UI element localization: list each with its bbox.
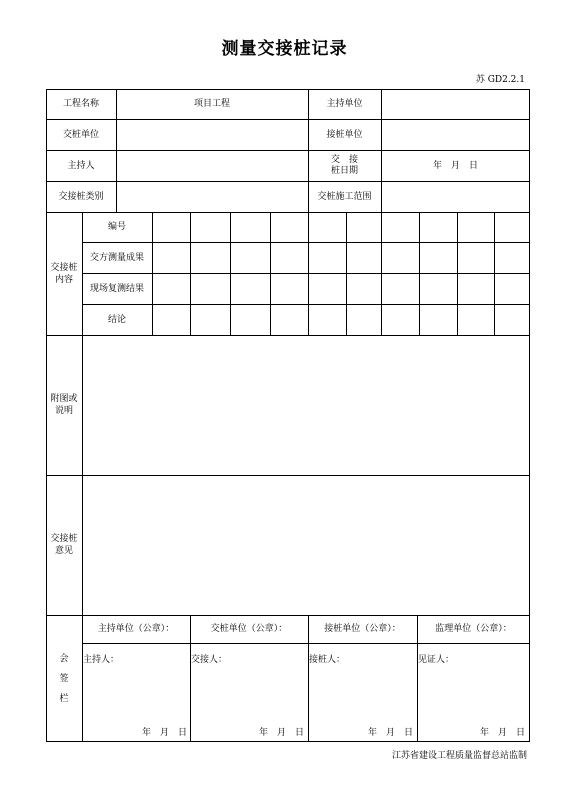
host-person-sign-label: 主持人：	[83, 655, 120, 665]
host-unit-field[interactable]	[381, 89, 530, 119]
handover-person-sign-label: 交接人：	[191, 655, 228, 665]
content-label-line1: 交接桩	[50, 262, 78, 273]
project-name-label: 工程名称	[62, 99, 99, 109]
host-person-field[interactable]	[116, 150, 308, 181]
form-title: 测量交接桩记录	[221, 39, 348, 59]
form-code: 苏 GD2.2.1	[475, 75, 525, 85]
handover-date-field[interactable]: 年 月 日	[432, 160, 478, 171]
signoff-label-char: 会	[59, 653, 69, 664]
opinion-label	[46, 475, 82, 615]
col-divider	[346, 212, 347, 335]
col-divider	[152, 212, 153, 335]
signoff-label	[46, 615, 82, 742]
attachment-label-line1: 附图或	[50, 394, 78, 404]
col-divider	[457, 212, 458, 335]
receiving-unit-field[interactable]	[381, 119, 530, 150]
handover-date-label	[308, 150, 381, 181]
sub-row-handover-result-label: 交方测量成果	[89, 252, 144, 263]
attachment-field[interactable]	[82, 335, 530, 475]
pile-range-field[interactable]	[381, 181, 530, 212]
handover-date-label-line2: 桩日期	[330, 165, 358, 176]
pile-range-label: 交桩施工范围	[317, 191, 372, 202]
sub-row-conclusion-label: 结论	[107, 314, 126, 325]
signoff-label-char: 签	[59, 673, 69, 684]
col-divider	[190, 212, 191, 335]
handover-unit-field[interactable]	[116, 119, 308, 150]
attachment-label-line2: 说明	[54, 406, 73, 416]
opinion-label-line1: 交接桩	[50, 534, 78, 544]
witness-sign-date[interactable]: 年 月 日	[480, 728, 526, 738]
col-divider	[230, 212, 231, 335]
col-divider	[308, 212, 309, 335]
col-divider	[270, 212, 271, 335]
col-divider	[419, 212, 420, 335]
receiving-sign-date[interactable]: 年 月 日	[368, 728, 414, 738]
signoff-label-char: 栏	[59, 693, 69, 704]
col-divider	[494, 212, 495, 335]
receiving-unit-label: 接桩单位	[326, 129, 363, 140]
form-footer: 江苏省建设工程质量监督总站监制	[391, 751, 527, 761]
sub-row-recheck-result-label: 现场复测结果	[89, 283, 144, 294]
col-divider	[381, 212, 382, 335]
content-label-line2: 内容	[54, 274, 73, 285]
host-unit-label: 主持单位	[326, 99, 363, 109]
host-unit-seal-label: 主持单位（公章）：	[97, 624, 175, 634]
host-sign-date[interactable]: 年 月 日	[142, 728, 188, 738]
witness-sign-label: 见证人：	[418, 655, 455, 665]
pile-type-label: 交接桩类别	[58, 191, 104, 202]
receiving-person-sign-label: 接桩人：	[309, 655, 346, 665]
handover-date-label-line1: 交 接	[330, 154, 358, 165]
project-name-value[interactable]: 项目工程	[193, 99, 230, 109]
opinion-field[interactable]	[82, 475, 530, 615]
row-divider	[82, 643, 530, 644]
receiving-unit-seal-label: 接桩单位（公章）：	[324, 624, 401, 634]
host-person-label: 主持人	[67, 160, 95, 171]
handover-unit-label: 交桩单位	[62, 129, 99, 140]
pile-type-field[interactable]	[116, 181, 308, 212]
opinion-label-line2: 意见	[54, 546, 73, 556]
supervision-unit-seal-label: 监理单位（公章）：	[435, 624, 512, 634]
sub-row-number-label: 编号	[107, 222, 126, 232]
attachment-label	[46, 335, 82, 475]
content-section-label	[46, 212, 82, 335]
handover-sign-date[interactable]: 年 月 日	[259, 728, 305, 738]
handover-unit-seal-label: 交桩单位（公章）：	[210, 624, 288, 634]
